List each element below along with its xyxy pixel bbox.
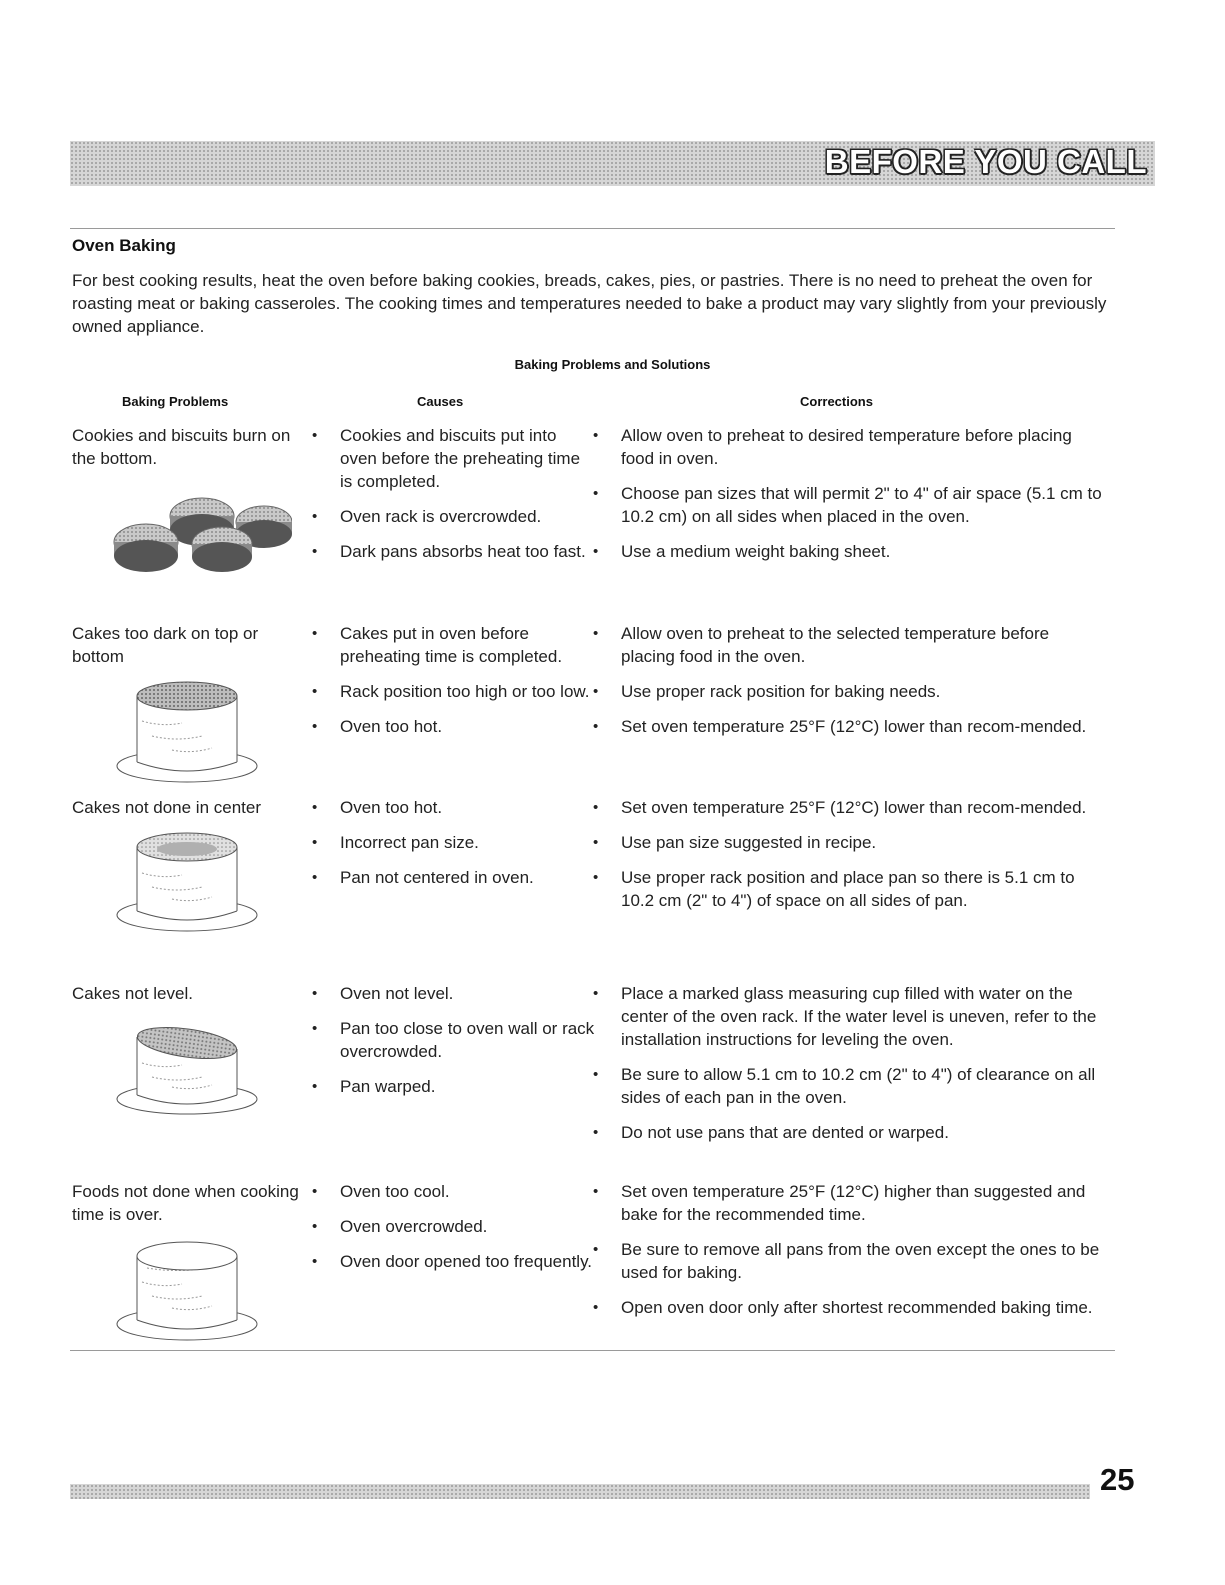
cause-item: • Pan not centered in oven.: [312, 866, 597, 889]
causes-list-1: [312, 424, 597, 575]
correction-item: • Set oven temperature 25°F (12°C) lower than recom-mended.: [593, 715, 1105, 738]
cause-item: • Oven too hot.: [312, 796, 597, 819]
pale-cake-icon: [112, 1238, 262, 1343]
problem-label: Cakes not done in center: [72, 798, 262, 817]
correction-item: • Set oven temperature 25°F (12°C) higher than suggested and bake for the recommended time.: [593, 1180, 1105, 1226]
section-title: Oven Baking: [72, 236, 176, 255]
column-header-corrections: Corrections: [800, 394, 873, 409]
cause-item: • Incorrect pan size.: [312, 831, 597, 854]
corrections-list-2: [593, 622, 1105, 750]
correction-item: • Set oven temperature 25°F (12°C) lower than recom-mended.: [593, 796, 1105, 819]
problem-label: Cookies and biscuits burn on the bottom.: [72, 426, 291, 468]
causes-list-3: [312, 796, 597, 901]
page-header-title: BEFORE YOU CALL: [824, 143, 1147, 180]
problem-row-4: [72, 982, 307, 1117]
problem-row-1: [72, 424, 307, 578]
problem-label: Cakes too dark on top or bottom: [72, 624, 259, 666]
cause-item: • Oven too hot.: [312, 715, 597, 738]
problem-label: Cakes not level.: [72, 984, 193, 1003]
causes-list-2: [312, 622, 597, 750]
cause-item: • Cookies and biscuits put into oven before the preheating time is completed.: [312, 424, 597, 493]
problem-label: Foods not done when cooking time is over.: [72, 1182, 299, 1224]
column-header-problems: Baking Problems: [122, 394, 229, 409]
correction-item: • Be sure to allow 5.1 cm to 10.2 cm (2" to 4") of clearance on all sides of each pan in the oven.: [593, 1063, 1105, 1109]
corrections-list-4: [593, 982, 1105, 1156]
dark-cake-icon: [112, 676, 262, 786]
table-title: Baking Problems and Solutions: [514, 357, 711, 372]
causes-list-5: [312, 1180, 597, 1285]
cause-item: • Oven overcrowded.: [312, 1215, 597, 1238]
correction-item: • Use a medium weight baking sheet.: [593, 540, 1105, 563]
correction-item: • Open oven door only after shortest recommended baking time.: [593, 1296, 1105, 1319]
cause-item: • Pan warped.: [312, 1075, 597, 1098]
cause-item: • Rack position too high or too low.: [312, 680, 597, 703]
cause-item: • Dark pans absorbs heat too fast.: [312, 540, 597, 563]
undone-cake-icon: [112, 829, 262, 934]
bottom-divider: [70, 1350, 1115, 1351]
top-divider: [70, 228, 1115, 229]
footer-band: [70, 1484, 1090, 1499]
corrections-list-3: [593, 796, 1105, 924]
correction-item: • Be sure to remove all pans from the oven except the ones to be used for baking.: [593, 1238, 1105, 1284]
cause-item: • Oven rack is overcrowded.: [312, 505, 597, 528]
correction-item: • Allow oven to preheat to desired temperature before placing food in oven.: [593, 424, 1105, 470]
page-number: 25: [1100, 1462, 1135, 1497]
corrections-list-5: [593, 1180, 1105, 1331]
column-header-causes: Causes: [417, 394, 464, 409]
cookies-icon: [102, 478, 292, 578]
correction-item: • Allow oven to preheat to the selected temperature before placing food in the oven.: [593, 622, 1105, 668]
header-band: [70, 141, 1155, 186]
correction-item: • Do not use pans that are dented or warped.: [593, 1121, 1105, 1144]
section-intro: For best cooking results, heat the oven before baking cookies, breads, cakes, pies, or pastries. There is no need to preheat the oven for roasting meat or baking casseroles. The cooking times and temperatures needed to bake a product may vary slightly from your previously owned appliance.: [72, 271, 1107, 336]
cause-item: • Oven door opened too frequently.: [312, 1250, 597, 1273]
correction-item: • Use proper rack position and place pan so there is 5.1 cm to 10.2 cm (2" to 4") of space on all sides of pan.: [593, 866, 1105, 912]
causes-list-4: [312, 982, 597, 1110]
corrections-list-1: [593, 424, 1105, 575]
cause-item: • Pan too close to oven wall or rack overcrowded.: [312, 1017, 597, 1063]
cause-item: • Cakes put in oven before preheating time is completed.: [312, 622, 597, 668]
correction-item: • Use pan size suggested in recipe.: [593, 831, 1105, 854]
problem-row-3: [72, 796, 307, 934]
cause-item: • Oven not level.: [312, 982, 597, 1005]
cause-item: • Oven too cool.: [312, 1180, 597, 1203]
correction-item: • Place a marked glass measuring cup filled with water on the center of the oven rack. If the water level is uneven, refer to the installation instructions for leveling the oven.: [593, 982, 1105, 1051]
problem-row-2: [72, 622, 307, 786]
correction-item: • Choose pan sizes that will permit 2" to 4" of air space (5.1 cm to 10.2 cm) on all sides when placed in the oven.: [593, 482, 1105, 528]
tilted-cake-icon: [112, 1017, 262, 1117]
problem-row-5: [72, 1180, 307, 1343]
correction-item: • Use proper rack position for baking needs.: [593, 680, 1105, 703]
